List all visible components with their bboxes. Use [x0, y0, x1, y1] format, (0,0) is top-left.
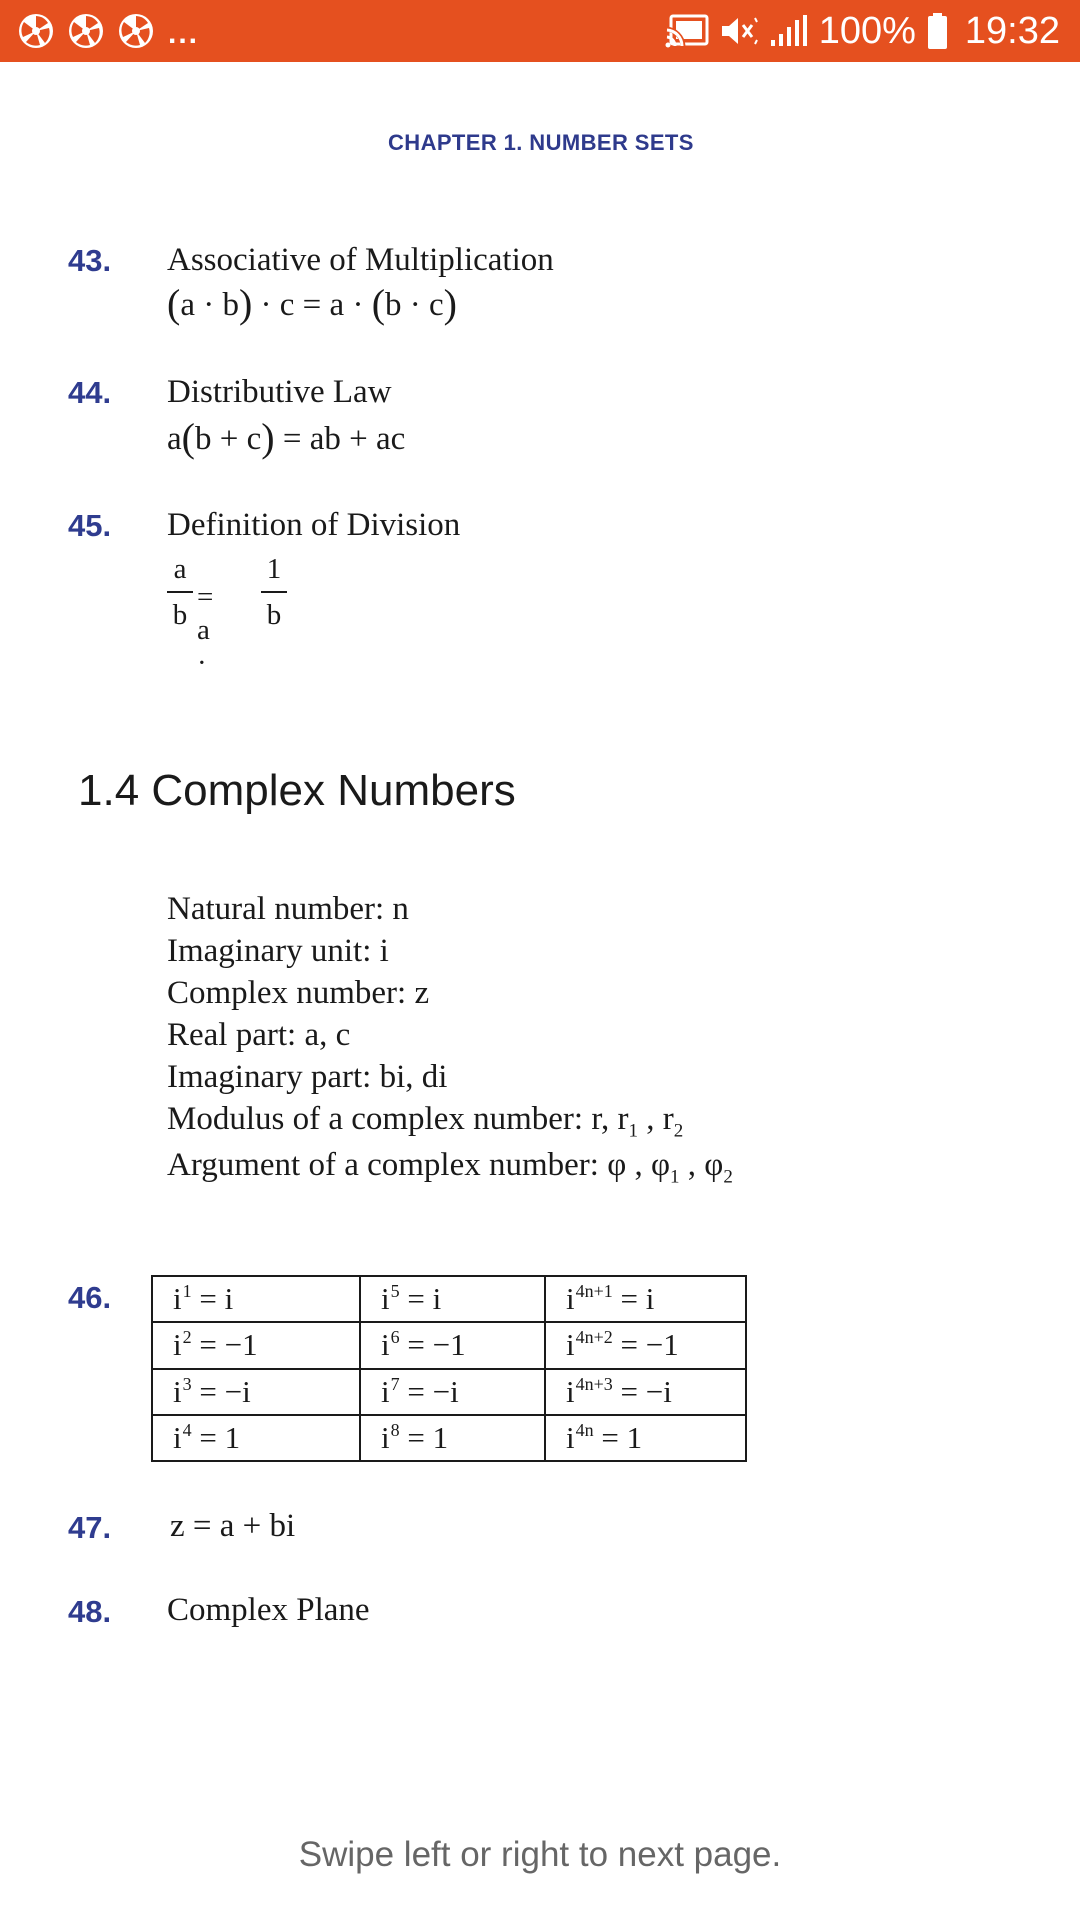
powers-of-i-table [151, 1275, 747, 1462]
formula-part: a [167, 421, 182, 457]
modulus-sep: , r [638, 1101, 674, 1137]
table-cell [360, 1322, 545, 1368]
denominator: b [172, 599, 188, 631]
table-cell [152, 1322, 360, 1368]
associative-formula [167, 280, 457, 327]
formula-part: ) [261, 415, 275, 460]
formula-part: b + c [194, 421, 262, 457]
power-base: i [173, 1419, 182, 1455]
power-exponent: 6 [390, 1327, 400, 1348]
power-exponent: 8 [390, 1419, 400, 1440]
power-base: i [566, 1419, 575, 1455]
status-bar [0, 0, 1080, 62]
power-exponent: 4n+3 [575, 1373, 613, 1394]
item-number: 45. [68, 508, 112, 543]
power-base: i [381, 1419, 390, 1455]
power-exponent: 5 [390, 1281, 400, 1302]
system-tray[interactable] [665, 0, 1060, 62]
table-cell [152, 1276, 360, 1322]
subscript: 1 [670, 1166, 680, 1188]
power-value: = −1 [191, 1327, 258, 1363]
definition-list [167, 888, 733, 1186]
aperture-icon [68, 13, 104, 49]
power-base: i [566, 1373, 575, 1409]
table-cell [360, 1415, 545, 1461]
table-cell [152, 1369, 360, 1415]
formula-part: = ab + ac [274, 421, 406, 457]
definition-argument [167, 1144, 733, 1186]
power-base: i [173, 1281, 182, 1317]
power-base: i [381, 1327, 390, 1363]
item-number: 47. [68, 1510, 112, 1545]
power-exponent: 4 [182, 1419, 192, 1440]
aperture-icon [118, 13, 154, 49]
formula-part: = a · [197, 581, 214, 679]
clock: 19:32 [964, 10, 1060, 52]
formula-part: ( [181, 415, 195, 460]
notification-area[interactable] [18, 12, 199, 50]
table-cell [545, 1415, 746, 1461]
distributive-formula [167, 414, 405, 461]
subscript: 1 [628, 1120, 639, 1142]
definition-imaginary-unit: Imaginary unit: i [167, 933, 389, 969]
power-base: i [173, 1373, 182, 1409]
table-row [152, 1276, 746, 1322]
formula-part: ) [443, 281, 457, 326]
power-value: = 1 [593, 1419, 643, 1455]
power-base: i [381, 1281, 390, 1317]
fraction-bar [167, 591, 193, 593]
section-title: 1.4 Complex Numbers [78, 766, 516, 815]
formula-part: a · b [180, 287, 239, 323]
item-number: 44. [68, 375, 112, 410]
item-number: 43. [68, 243, 112, 278]
power-value: = i [612, 1281, 655, 1317]
argument-sep: , φ [679, 1147, 724, 1183]
power-exponent: 4n+1 [575, 1281, 613, 1302]
power-exponent: 4n [575, 1419, 594, 1440]
table-cell [360, 1369, 545, 1415]
modulus-label: Modulus of a complex number: r, r [167, 1101, 629, 1137]
powers-table-body [152, 1276, 746, 1461]
item-title: Distributive Law [167, 374, 392, 410]
formula-part: · c = a · [252, 287, 372, 323]
table-cell [152, 1415, 360, 1461]
table-cell [545, 1276, 746, 1322]
item-number: 46. [68, 1280, 112, 1315]
definition-imaginary-part: Imaginary part: bi, di [167, 1059, 448, 1095]
power-value: = −i [399, 1373, 459, 1409]
table-row [152, 1415, 746, 1461]
definition-natural: Natural number: n [167, 891, 409, 927]
cast-icon [665, 14, 709, 48]
item-title: Associative of Multiplication [167, 242, 554, 278]
table-cell [360, 1276, 545, 1322]
item-number: 48. [68, 1594, 112, 1629]
fraction-rhs [261, 553, 287, 632]
power-value: = i [191, 1281, 234, 1317]
subscript: 2 [723, 1166, 733, 1188]
formula-part: b · c [385, 287, 444, 323]
signal-icon [769, 14, 809, 48]
aperture-icon [18, 13, 54, 49]
power-value: = 1 [399, 1419, 449, 1455]
numerator: 1 [266, 553, 282, 585]
denominator: b [266, 599, 282, 631]
formula-part: ( [371, 281, 386, 326]
power-base: i [566, 1281, 575, 1317]
more-notifications-indicator: ... [168, 17, 200, 50]
subscript: 2 [673, 1120, 684, 1142]
item-title: Complex Plane [167, 1592, 370, 1628]
table-row [152, 1369, 746, 1415]
power-exponent: 2 [182, 1327, 192, 1348]
power-base: i [566, 1327, 575, 1363]
power-exponent: 4n+2 [575, 1327, 613, 1348]
power-exponent: 1 [182, 1281, 192, 1302]
power-value: = −1 [612, 1327, 679, 1363]
battery-percentage: 100% [818, 10, 916, 52]
mute-icon [719, 14, 759, 48]
power-value: = −1 [399, 1327, 466, 1363]
table-cell [545, 1322, 746, 1368]
complex-number-formula: z = a + bi [170, 1508, 296, 1544]
table-row [152, 1322, 746, 1368]
numerator: a [173, 553, 187, 585]
swipe-hint: Swipe left or right to next page. [298, 1835, 782, 1874]
power-value: = 1 [191, 1419, 241, 1455]
fraction-bar [261, 591, 287, 593]
power-base: i [381, 1373, 390, 1409]
definition-modulus [167, 1098, 733, 1140]
power-exponent: 7 [390, 1373, 400, 1394]
formula-part: ( [167, 281, 181, 326]
definition-real-part: Real part: a, c [167, 1017, 351, 1053]
definition-complex: Complex number: z [167, 975, 430, 1011]
power-value: = i [399, 1281, 442, 1317]
power-value: = −i [191, 1373, 251, 1409]
power-exponent: 3 [182, 1373, 192, 1394]
item-title: Definition of Division [167, 507, 461, 543]
table-cell [545, 1369, 746, 1415]
power-value: = −i [612, 1373, 672, 1409]
battery-icon [928, 13, 947, 49]
formula-part: ) [238, 281, 253, 326]
fraction-lhs [167, 553, 193, 632]
argument-label: Argument of a complex number: φ , φ [167, 1147, 671, 1183]
chapter-header: CHAPTER 1. NUMBER SETS [388, 130, 694, 155]
power-base: i [173, 1327, 182, 1363]
